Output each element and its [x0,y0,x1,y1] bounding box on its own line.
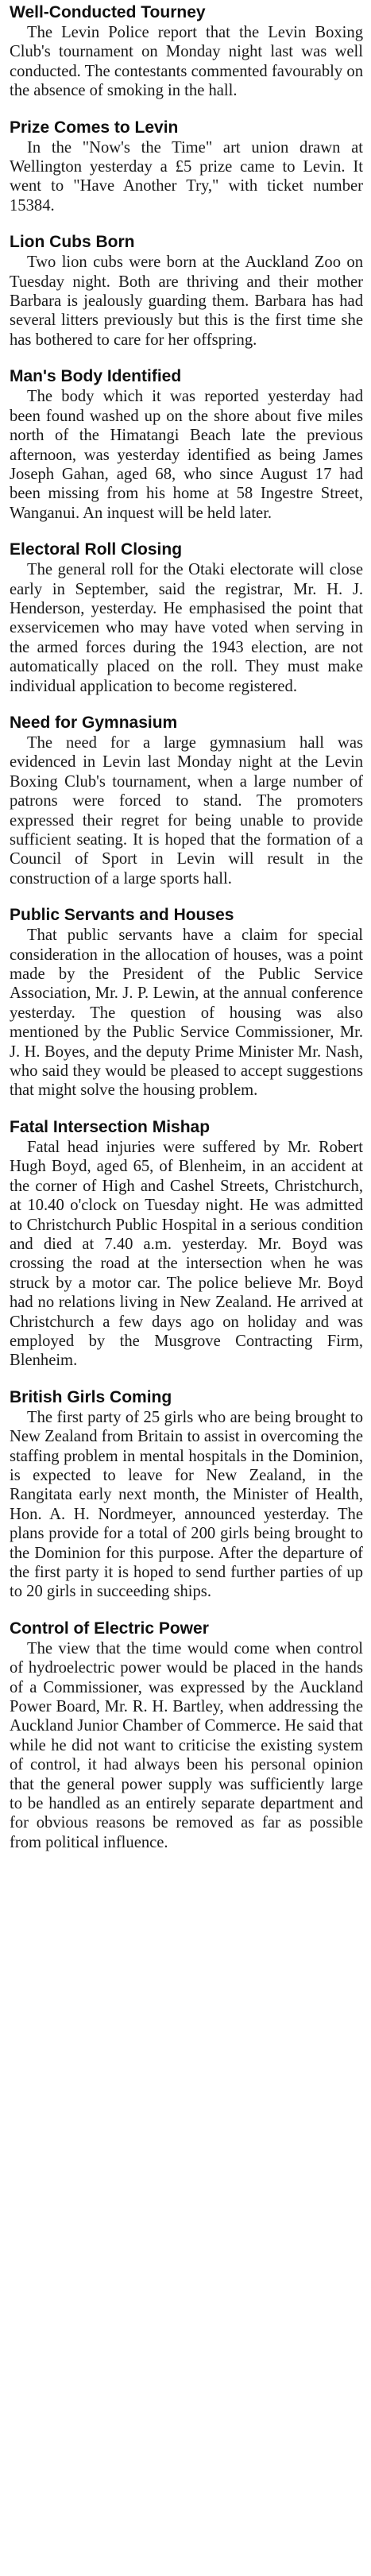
article-well-conducted-tourney [10,3,363,101]
article-headline: Fatal Intersection Mishap [10,1117,211,1136]
article-headline: Man's Body Identified [10,367,182,386]
article-body: The Levin Police report that the Levin Boxing Club's tournament on Monday night last was well conducted. The contestants commented favourably on the absence of smoking in the hall. [10,24,363,100]
article-headline: Need for Gymnasium [10,713,178,732]
article-mans-body-identified [10,367,363,523]
article-fatal-intersection-mishap [10,1118,363,1371]
article-body: That public servants have a claim for special consideration in the allocation of houses, was a point made by the President of the Public Service Association, Mr. J. P. Lewin, at the annual conference yesterday. The question of housing was also mentioned by the Public Service Commissioner, Mr. J. H. Boyes, and the deputy Prime Minister Mr. Nash, who said they would be pleased to accept suggestions that might solve the housing problem. [10,926,363,1100]
article-headline: Prize Comes to Levin [10,118,179,137]
article-body: The body which it was reported yesterday had been found washed up on the shore about five miles north of the Himatangi Beach late the previous afternoon, was yesterday identified as being James Joseph Gahan, aged 68, who since August 17 had been missing from his home at 58 Ingestre Street, Wanganui. An inquest will be held later. [10,388,363,522]
article-body: The first party of 25 girls who are being brought to New Zealand from Britain to assist in overcoming the staffing problem in mental hospitals in the Dominion, is expected to leave for New Zealand, in the Rangitata early next month, the Minister of Health, Hon. A. H. Nordmeyer, announced yesterday. The plans provide for a total of 200 girls being brought to the Dominion for this purpose. After the departure of the first party it is hoped to send further parties of up to 20 girls in succeeding ships. [10,1408,363,1601]
article-headline: Control of Electric Power [10,1619,209,1638]
article-headline: Lion Cubs Born [10,233,135,252]
article-headline: British Girls Coming [10,1387,172,1406]
article-lion-cubs-born [10,233,363,350]
article-body: Two lion cubs were born at the Auckland Zoo on Tuesday night. Both are thriving and their mother Barbara is jealously guarding them. Barbara has had several litters previously but this is the first time she has bothered to care for her offspring. [10,253,363,349]
article-electoral-roll-closing [10,540,363,696]
article-body: In the "Now's the Time" art union drawn at Wellington yesterday a £5 prize came to Levin. It went to "Have Another Try," with ticket number 15384. [10,138,363,215]
article-headline: Well-Conducted Tourney [10,3,206,21]
article-body: The need for a large gymnasium hall was evidenced in Levin last Monday night at the Levin Boxing Club's tournament, when a large number of patrons were forced to stand. The promoters expressed their regret for being unable to provide sufficient seating. It is hoped that the formation of a Council of Sport in Levin will result in the construction of a large sports hall. [10,733,363,888]
article-british-girls-coming [10,1388,363,1602]
article-headline: Public Servants and Houses [10,906,234,925]
article-body: The view that the time would come when control of hydroelectric power would be placed in the hands of a Commissioner, was expressed by the Auckland Power Board, Mr. R. H. Bartley, when addressing the Auckland Junior Chamber of Commerce. He said that while he did not want to criticise the existing system of control, it had always been his personal opinion that the general power supply was sufficiently large to be handled as an entirely separate department and for obvious reasons be removed as far as possible from political influence. [10,1639,363,1851]
article-body: The general roll for the Otaki electorate will close early in September, said the registrar, Mr. H. J. Henderson, yesterday. He emphasised the point that exservicemen who may have voted when serving in the armed forces during the 1943 election, are not automatically placed on the roll. They must make individual application to become registered. [10,561,363,695]
article-control-of-electric-power [10,1619,363,1852]
article-headline: Electoral Roll Closing [10,540,183,559]
article-public-servants-and-houses [10,906,363,1100]
article-prize-comes-to-levin [10,118,363,216]
article-need-for-gymnasium [10,714,363,888]
article-body: Fatal head injuries were suffered by Mr. Robert Hugh Boyd, aged 65, of Blenheim, in an accident at the corner of High and Cashel Streets, Christchurch, at 10.40 o'clock on Tuesday night. He was admitted to Christchurch Public Hospital in a serious condition and died at 7.40 a.m. yesterday. Mr. Boyd was crossing the road at the intersection when he was struck by a motor car. The police believe Mr. Boyd had no relations living in New Zealand. He arrived at Christchurch a few days ago on holiday and was employed by the Musgrove Contracting Firm, Blenheim. [10,1138,363,1370]
